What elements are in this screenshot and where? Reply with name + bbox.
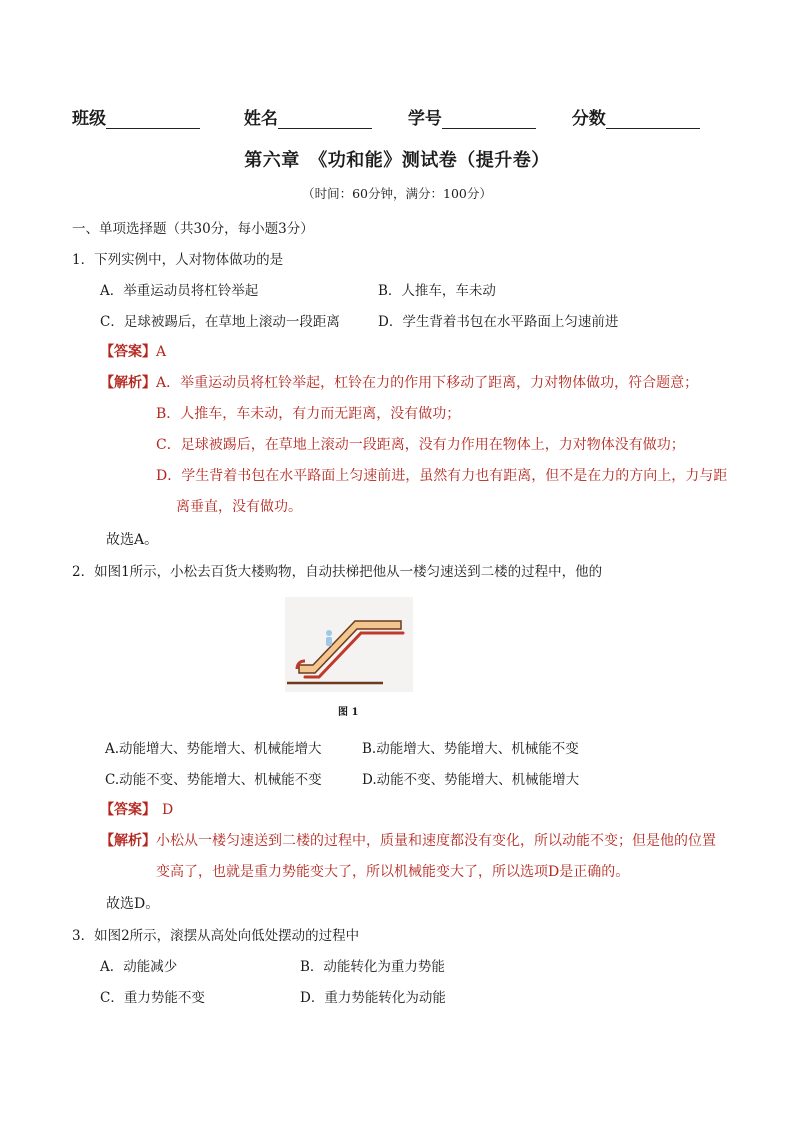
escalator-figure — [285, 597, 413, 692]
q2-analysis — [100, 830, 716, 850]
analysis-tag: 【解析】 — [100, 833, 156, 849]
q2-answer — [100, 799, 173, 819]
analysis-line: 变高了，也就是重力势能变大了，所以机械能变大了，所以选项D是正确的。 — [156, 864, 630, 880]
q2-stem: 2．如图1所示，小松去百货大楼购物，自动扶梯把他从一楼匀速送到二楼的过程中，他的 — [72, 564, 603, 580]
analysis-line: A．举重运动员将杠铃举起，杠铃在力的作用下移动了距离，力对物体做功，符合题意； — [156, 375, 699, 391]
q2-option-b: B.动能增大、势能增大、机械能不变 — [362, 741, 579, 757]
escalator-illustration — [285, 597, 413, 692]
analysis-line: B．人推车，车未动，有力而无距离，没有做功； — [156, 406, 461, 422]
q1-option-a: A．举重运动员将杠铃举起 — [100, 283, 259, 299]
figure-caption: 图 1 — [338, 707, 359, 718]
student-info-header — [72, 104, 700, 129]
q3-option-a: A．动能减少 — [100, 959, 178, 975]
q1-conclusion: 故选A。 — [106, 532, 159, 548]
class-label: 班级 — [72, 109, 106, 129]
id-label: 学号 — [407, 109, 442, 129]
q3-stem: 3．如图2所示，滚摆从高处向低处摆动的过程中 — [72, 928, 360, 944]
name-label: 姓名 — [243, 109, 278, 129]
score-blank — [606, 110, 700, 129]
score-label: 分数 — [571, 109, 606, 129]
q1-option-d: D．学生背着书包在水平路面上匀速前进 — [378, 314, 619, 330]
section-heading: 一、单项选择题（共30分，每小题3分） — [72, 221, 314, 237]
analysis-line: C．足球被踢后，在草地上滚动一段距离，没有力作用在物体上，力对物体没有做功； — [156, 437, 685, 453]
q2-option-a: A.动能增大、势能增大、机械能增大 — [105, 741, 322, 757]
q1-option-c: C．足球被踢后，在草地上滚动一段距离 — [100, 314, 340, 330]
q2-option-d: D.动能不变、势能增大、机械能增大 — [362, 772, 580, 788]
class-blank — [106, 110, 200, 129]
analysis-line: 小松从一楼匀速送到二楼的过程中，质量和速度都没有变化，所以动能不变；但是他的位置 — [156, 833, 716, 849]
q1-analysis — [100, 372, 698, 392]
q3-option-d: D．重力势能转化为动能 — [300, 990, 446, 1006]
answer-tag: 【答案】 — [100, 344, 156, 360]
q1-answer — [100, 341, 166, 361]
answer-tag: 【答案】 — [100, 802, 156, 818]
id-blank — [442, 110, 536, 129]
q2-conclusion: 故选D。 — [106, 896, 160, 912]
analysis-line: D．学生背着书包在水平路面上匀速前进，虽然有力也有距离，但不是在力的方向上，力与距 — [156, 468, 728, 484]
q3-option-b: B．动能转化为重力势能 — [300, 959, 445, 975]
answer-value: D — [162, 802, 174, 818]
q2-option-c: C.动能不变、势能增大、机械能不变 — [105, 772, 322, 788]
answer-value: A — [156, 344, 167, 360]
page-subtitle: （时间：60分钟，满分：100分） — [302, 186, 492, 201]
name-blank — [278, 110, 372, 129]
q1-stem: 1．下列实例中，人对物体做功的是 — [72, 252, 284, 268]
q1-option-b: B．人推车，车未动 — [378, 283, 496, 299]
analysis-tag: 【解析】 — [100, 375, 156, 391]
q3-option-c: C．重力势能不变 — [100, 990, 205, 1006]
page-title: 第六章 《功和能》测试卷（提升卷） — [244, 150, 550, 171]
analysis-line: 离垂直，没有做功。 — [176, 499, 302, 515]
